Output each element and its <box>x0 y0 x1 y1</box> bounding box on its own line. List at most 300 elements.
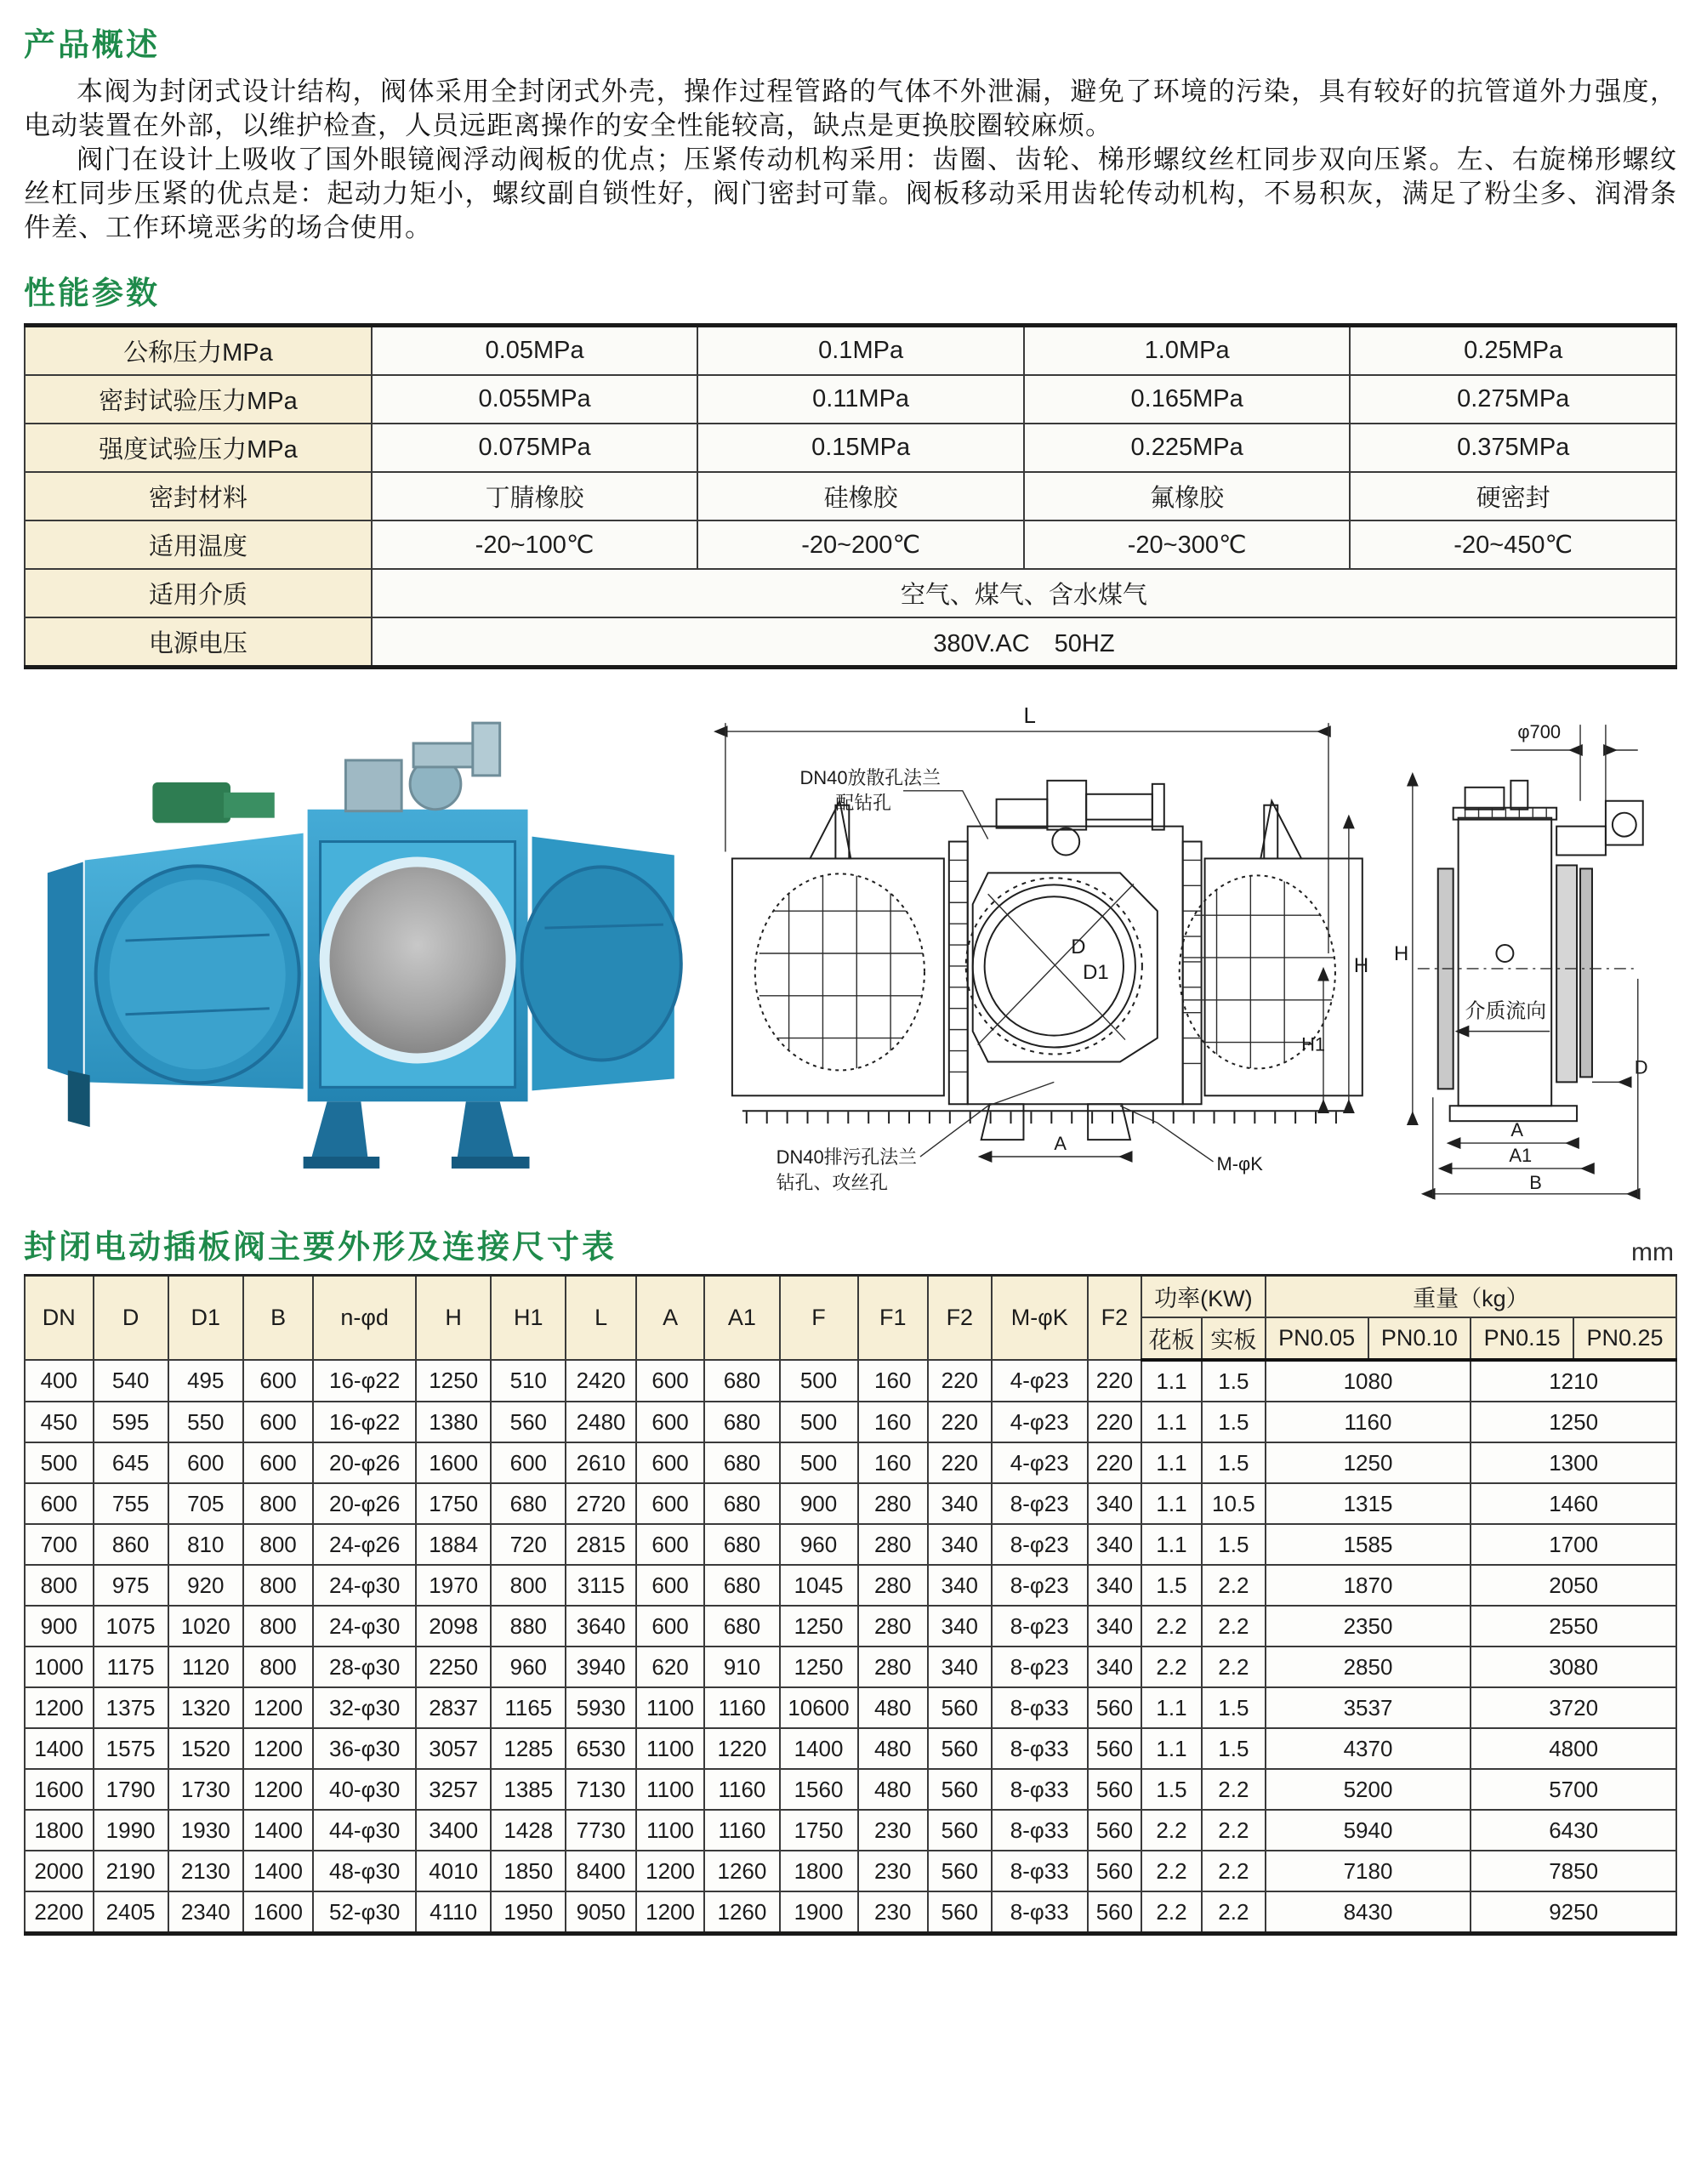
dim-cell: 8-φ33 <box>992 1728 1088 1769</box>
dim-cell: 1.1 <box>1141 1687 1202 1728</box>
col-header-d: D <box>94 1276 168 1361</box>
dim-cell: 1100 <box>636 1769 705 1810</box>
perf-value: 0.15MPa <box>697 424 1024 472</box>
dim-cell: 340 <box>928 1606 992 1647</box>
dim-cell: 160 <box>858 1442 928 1483</box>
perf-value: 0.075MPa <box>372 424 698 472</box>
dim-cell: 500 <box>780 1360 858 1402</box>
dim-cell: 1020 <box>168 1606 243 1647</box>
dim-cell: 755 <box>94 1483 168 1524</box>
dim-cell: 340 <box>928 1565 992 1606</box>
dim-cell: 32-φ30 <box>313 1687 416 1728</box>
dim-cell: 280 <box>858 1565 928 1606</box>
dim-cell: 620 <box>636 1647 705 1687</box>
dimension-section-header <box>24 1220 1677 1267</box>
dim-cell: 1.1 <box>1141 1442 1202 1483</box>
dim-cell: 3640 <box>566 1606 635 1647</box>
dim-cell: 600 <box>636 1402 705 1442</box>
dim-cell: 16-φ22 <box>313 1360 416 1402</box>
table-row <box>25 1402 1676 1442</box>
table-row <box>25 1810 1676 1851</box>
dim-cell: 560 <box>1088 1891 1141 1934</box>
dim-cell: 2.2 <box>1202 1606 1266 1647</box>
dim-cell: 3257 <box>416 1769 491 1810</box>
dim-cell: 1600 <box>416 1442 491 1483</box>
table-row <box>25 1851 1676 1891</box>
dim-cell: 2200 <box>25 1891 94 1934</box>
dim-cell: 8-φ23 <box>992 1565 1088 1606</box>
dim-cell: 480 <box>858 1687 928 1728</box>
dim-cell: 600 <box>636 1442 705 1483</box>
dim-cell: 680 <box>704 1483 779 1524</box>
weight-cell: 3537 <box>1266 1687 1471 1728</box>
dim-cell: 230 <box>858 1891 928 1934</box>
table-row <box>25 1483 1676 1524</box>
col-header-a: A <box>636 1276 705 1361</box>
perf-label: 公称压力MPa <box>25 326 372 376</box>
dimension-table-title: 封闭电动插板阀主要外形及连接尺寸表 <box>24 1230 617 1265</box>
weight-cell: 3080 <box>1471 1647 1676 1687</box>
dim-cell: 560 <box>1088 1810 1141 1851</box>
perf-label: 适用介质 <box>25 569 372 617</box>
performance-section <box>24 267 1677 669</box>
weight-cell: 1585 <box>1266 1524 1471 1565</box>
perf-label: 密封试验压力MPa <box>25 375 372 424</box>
dim-cell: 8-φ23 <box>992 1524 1088 1565</box>
perf-value: 0.375MPa <box>1350 424 1676 472</box>
dim-cell: 2130 <box>168 1851 243 1891</box>
col-header-pn010: PN0.10 <box>1368 1317 1471 1360</box>
col-header-f1: F1 <box>858 1276 928 1361</box>
dim-cell: 1.1 <box>1141 1728 1202 1769</box>
dim-cell: 1.1 <box>1141 1360 1202 1402</box>
table-row <box>25 1565 1676 1606</box>
dim-cell: 4-φ23 <box>992 1442 1088 1483</box>
dim-cell: 560 <box>491 1402 566 1442</box>
svg-text:M-φK: M-φK <box>1216 1152 1263 1174</box>
dim-cell: 900 <box>780 1483 858 1524</box>
dim-cell: 2.2 <box>1141 1606 1202 1647</box>
dim-cell: 3400 <box>416 1810 491 1851</box>
dim-cell: 1000 <box>25 1647 94 1687</box>
dim-cell: 600 <box>636 1606 705 1647</box>
dim-cell: 800 <box>491 1565 566 1606</box>
dim-cell: 1884 <box>416 1524 491 1565</box>
dim-cell: 600 <box>168 1442 243 1483</box>
dim-cell: 1200 <box>243 1728 313 1769</box>
dimension-table <box>24 1274 1677 1936</box>
dim-cell: 1200 <box>243 1769 313 1810</box>
col-header-f2: F2 <box>928 1276 992 1361</box>
dim-cell: 1.5 <box>1202 1402 1266 1442</box>
dim-cell: 8-φ33 <box>992 1891 1088 1934</box>
dim-cell: 280 <box>858 1606 928 1647</box>
dim-cell: 1.1 <box>1141 1483 1202 1524</box>
dim-cell: 800 <box>243 1647 313 1687</box>
dim-cell: 340 <box>1088 1483 1141 1524</box>
weight-cell: 1460 <box>1471 1483 1676 1524</box>
dim-cell: 2610 <box>566 1442 635 1483</box>
dim-cell: 28-φ30 <box>313 1647 416 1687</box>
dim-cell: 1375 <box>94 1687 168 1728</box>
dim-cell: 600 <box>636 1565 705 1606</box>
table-row <box>25 1891 1676 1934</box>
front-view-drawing <box>708 698 1378 1209</box>
svg-text:DN40排污孔法兰: DN40排污孔法兰 <box>776 1146 917 1168</box>
dim-cell: 480 <box>858 1769 928 1810</box>
dim-cell: 1320 <box>168 1687 243 1728</box>
dim-cell: 1400 <box>243 1851 313 1891</box>
dim-cell: 705 <box>168 1483 243 1524</box>
dim-cell: 8-φ33 <box>992 1687 1088 1728</box>
dim-cell: 2.2 <box>1202 1565 1266 1606</box>
col-header-nphid: n-φd <box>313 1276 416 1361</box>
dim-cell: 9050 <box>566 1891 635 1934</box>
col-header-power: 功率(KW) <box>1141 1276 1266 1318</box>
dim-cell: 1750 <box>780 1810 858 1851</box>
perf-value: -20~100℃ <box>372 520 698 569</box>
svg-text:A: A <box>1510 1119 1524 1141</box>
dim-cell: 860 <box>94 1524 168 1565</box>
table-row <box>25 569 1676 617</box>
col-header-h1: H1 <box>491 1276 566 1361</box>
dimension-table-head <box>25 1276 1676 1361</box>
col-header-dn: DN <box>25 1276 94 1361</box>
dim-cell: 1385 <box>491 1769 566 1810</box>
weight-cell: 1250 <box>1266 1442 1471 1483</box>
dim-cell: 800 <box>243 1483 313 1524</box>
col-header-power-solid: 实板 <box>1202 1317 1266 1360</box>
dim-cell: 340 <box>1088 1606 1141 1647</box>
svg-text:DN40放散孔法兰: DN40放散孔法兰 <box>799 766 941 788</box>
col-header-h: H <box>416 1276 491 1361</box>
overview-paragraph-1: 本阀为封闭式设计结构，阀体采用全封闭式外壳，操作过程管路的气体不外泄漏，避免了环境的污染，具有较好的抗管道外力强度，电动装置在外部，以维护检查，人员远距离操作的安全性能较高，缺点是更换胶圈较麻烦。 <box>24 77 1677 140</box>
dim-cell: 220 <box>928 1360 992 1402</box>
dim-cell: 20-φ26 <box>313 1442 416 1483</box>
dim-cell: 500 <box>780 1442 858 1483</box>
svg-text:配钻孔: 配钻孔 <box>835 792 891 814</box>
weight-cell: 9250 <box>1471 1891 1676 1934</box>
weight-cell: 8430 <box>1266 1891 1471 1934</box>
dim-cell: 1930 <box>168 1810 243 1851</box>
table-row <box>25 1687 1676 1728</box>
dim-cell: 7730 <box>566 1810 635 1851</box>
dim-cell: 24-φ26 <box>313 1524 416 1565</box>
dim-cell: 2405 <box>94 1891 168 1934</box>
table-row <box>25 1606 1676 1647</box>
dim-cell: 910 <box>704 1647 779 1687</box>
dim-cell: 560 <box>928 1891 992 1934</box>
dim-cell: 1560 <box>780 1769 858 1810</box>
svg-text:D1: D1 <box>1082 960 1109 984</box>
dim-cell: 1730 <box>168 1769 243 1810</box>
dim-cell: 1.5 <box>1141 1565 1202 1606</box>
dim-cell: 8-φ23 <box>992 1483 1088 1524</box>
perf-label: 强度试验压力MPa <box>25 424 372 472</box>
perf-value: -20~300℃ <box>1024 520 1351 569</box>
dim-cell: 2.2 <box>1141 1647 1202 1687</box>
dim-cell: 1400 <box>243 1810 313 1851</box>
dim-cell: 160 <box>858 1360 928 1402</box>
dim-cell: 1750 <box>416 1483 491 1524</box>
dim-cell: 2.2 <box>1202 1769 1266 1810</box>
dim-cell: 1200 <box>636 1851 705 1891</box>
dim-cell: 1.5 <box>1202 1687 1266 1728</box>
svg-text:φ700: φ700 <box>1517 721 1562 743</box>
dim-cell: 1120 <box>168 1647 243 1687</box>
dim-cell: 3115 <box>566 1565 635 1606</box>
col-header-f2b: F2 <box>1088 1276 1141 1361</box>
dim-table-body <box>25 1360 1676 1934</box>
dim-cell: 4010 <box>416 1851 491 1891</box>
dim-cell: 2.2 <box>1141 1891 1202 1934</box>
perf-value: 空气、煤气、含水煤气 <box>372 569 1676 617</box>
dim-cell: 16-φ22 <box>313 1402 416 1442</box>
overview-section <box>24 19 1677 245</box>
dim-cell: 800 <box>243 1606 313 1647</box>
dim-cell: 1575 <box>94 1728 168 1769</box>
svg-text:H: H <box>1394 941 1409 965</box>
col-header-pn015: PN0.15 <box>1471 1317 1573 1360</box>
dim-cell: 8-φ33 <box>992 1810 1088 1851</box>
dim-cell: 2837 <box>416 1687 491 1728</box>
dim-cell: 280 <box>858 1647 928 1687</box>
col-header-power-perforated: 花板 <box>1141 1317 1202 1360</box>
dim-cell: 1200 <box>636 1891 705 1934</box>
dim-cell: 720 <box>491 1524 566 1565</box>
dim-cell: 2815 <box>566 1524 635 1565</box>
table-row <box>25 520 1676 569</box>
weight-cell: 7850 <box>1471 1851 1676 1891</box>
dim-cell: 560 <box>928 1851 992 1891</box>
dim-cell: 2480 <box>566 1402 635 1442</box>
dim-cell: 1.5 <box>1202 1524 1266 1565</box>
weight-cell: 5200 <box>1266 1769 1471 1810</box>
dim-cell: 700 <box>25 1524 94 1565</box>
dim-cell: 1250 <box>780 1647 858 1687</box>
dim-cell: 645 <box>94 1442 168 1483</box>
weight-cell: 7180 <box>1266 1851 1471 1891</box>
perf-value: 0.11MPa <box>697 375 1024 424</box>
perf-label: 适用温度 <box>25 520 372 569</box>
dim-cell: 8-φ33 <box>992 1851 1088 1891</box>
dim-cell: 2.2 <box>1141 1810 1202 1851</box>
dim-cell: 340 <box>1088 1524 1141 1565</box>
col-header-mphik: M-φK <box>992 1276 1088 1361</box>
table-row <box>25 1769 1676 1810</box>
dim-cell: 1250 <box>416 1360 491 1402</box>
dim-cell: 10.5 <box>1202 1483 1266 1524</box>
dim-cell: 340 <box>928 1483 992 1524</box>
perf-value: 丁腈橡胶 <box>372 472 698 520</box>
dim-cell: 160 <box>858 1402 928 1442</box>
dim-cell: 1250 <box>780 1606 858 1647</box>
dim-cell: 1160 <box>704 1687 779 1728</box>
col-header-pn025: PN0.25 <box>1573 1317 1676 1360</box>
table-header-row <box>25 1276 1676 1318</box>
dim-cell: 1160 <box>704 1810 779 1851</box>
perf-value: 1.0MPa <box>1024 326 1351 376</box>
dim-cell: 680 <box>704 1360 779 1402</box>
dim-cell: 1100 <box>636 1687 705 1728</box>
dim-cell: 1100 <box>636 1810 705 1851</box>
dim-cell: 40-φ30 <box>313 1769 416 1810</box>
dim-cell: 1045 <box>780 1565 858 1606</box>
dim-cell: 975 <box>94 1565 168 1606</box>
dim-cell: 1175 <box>94 1647 168 1687</box>
overview-title: 产品概述 <box>24 27 160 62</box>
dim-cell: 560 <box>1088 1687 1141 1728</box>
dim-cell: 2.2 <box>1202 1851 1266 1891</box>
table-row <box>25 375 1676 424</box>
dim-cell: 1600 <box>25 1769 94 1810</box>
dim-cell: 7130 <box>566 1769 635 1810</box>
dim-cell: 495 <box>168 1360 243 1402</box>
dim-cell: 1400 <box>25 1728 94 1769</box>
dim-cell: 1428 <box>491 1810 566 1851</box>
perf-value: 0.275MPa <box>1350 375 1676 424</box>
dim-cell: 10600 <box>780 1687 858 1728</box>
col-header-l: L <box>566 1276 635 1361</box>
dim-cell: 2098 <box>416 1606 491 1647</box>
dim-cell: 8-φ23 <box>992 1647 1088 1687</box>
col-header-weight: 重量（kg） <box>1266 1276 1676 1318</box>
dim-cell: 3940 <box>566 1647 635 1687</box>
dim-cell: 1220 <box>704 1728 779 1769</box>
weight-cell: 1160 <box>1266 1402 1471 1442</box>
dim-cell: 450 <box>25 1402 94 1442</box>
dim-cell: 1260 <box>704 1891 779 1934</box>
dim-cell: 1100 <box>636 1728 705 1769</box>
dim-cell: 1200 <box>25 1687 94 1728</box>
perf-value: -20~450℃ <box>1350 520 1676 569</box>
weight-cell: 2550 <box>1471 1606 1676 1647</box>
dim-cell: 2250 <box>416 1647 491 1687</box>
dim-cell: 1790 <box>94 1769 168 1810</box>
dim-cell: 800 <box>243 1524 313 1565</box>
dim-cell: 510 <box>491 1360 566 1402</box>
dim-cell: 8-φ33 <box>992 1769 1088 1810</box>
svg-text:L: L <box>1023 704 1036 729</box>
weight-cell: 6430 <box>1471 1810 1676 1851</box>
dim-cell: 6530 <box>566 1728 635 1769</box>
dim-cell: 1285 <box>491 1728 566 1769</box>
dim-cell: 44-φ30 <box>313 1810 416 1851</box>
dim-cell: 560 <box>928 1769 992 1810</box>
dim-cell: 2720 <box>566 1483 635 1524</box>
dim-cell: 1.5 <box>1202 1442 1266 1483</box>
table-row <box>25 1647 1676 1687</box>
dim-cell: 220 <box>928 1442 992 1483</box>
perf-label: 电源电压 <box>25 617 372 668</box>
col-header-f: F <box>780 1276 858 1361</box>
dim-cell: 220 <box>928 1402 992 1442</box>
svg-text:介质流向: 介质流向 <box>1465 999 1547 1023</box>
dim-cell: 560 <box>928 1687 992 1728</box>
dim-cell: 1950 <box>491 1891 566 1934</box>
dim-cell: 600 <box>243 1442 313 1483</box>
dim-cell: 595 <box>94 1402 168 1442</box>
dim-cell: 24-φ30 <box>313 1565 416 1606</box>
dim-cell: 3057 <box>416 1728 491 1769</box>
dim-cell: 810 <box>168 1524 243 1565</box>
dim-cell: 2.2 <box>1141 1851 1202 1891</box>
svg-text:D: D <box>1070 936 1086 958</box>
weight-cell: 1300 <box>1471 1442 1676 1483</box>
dim-cell: 8400 <box>566 1851 635 1891</box>
dim-cell: 52-φ30 <box>313 1891 416 1934</box>
table-row <box>25 326 1676 376</box>
dim-cell: 800 <box>243 1565 313 1606</box>
dim-cell: 1380 <box>416 1402 491 1442</box>
table-row <box>25 424 1676 472</box>
col-header-pn005: PN0.05 <box>1266 1317 1368 1360</box>
svg-text:H1: H1 <box>1300 1033 1325 1055</box>
dim-cell: 2340 <box>168 1891 243 1934</box>
perf-value: 0.1MPa <box>697 326 1024 376</box>
weight-cell: 2350 <box>1266 1606 1471 1647</box>
dim-cell: 600 <box>243 1402 313 1442</box>
dim-cell: 24-φ30 <box>313 1606 416 1647</box>
dim-cell: 4-φ23 <box>992 1360 1088 1402</box>
svg-text:B: B <box>1529 1171 1543 1193</box>
weight-cell: 4370 <box>1266 1728 1471 1769</box>
dim-cell: 1075 <box>94 1606 168 1647</box>
table-row <box>25 1360 1676 1402</box>
dim-cell: 1260 <box>704 1851 779 1891</box>
dim-cell: 960 <box>780 1524 858 1565</box>
dim-cell: 880 <box>491 1606 566 1647</box>
perf-value: -20~200℃ <box>697 520 1024 569</box>
perf-value: 380V.AC 50HZ <box>372 617 1676 668</box>
dim-cell: 600 <box>636 1360 705 1402</box>
weight-cell: 5940 <box>1266 1810 1471 1851</box>
dim-cell: 960 <box>491 1647 566 1687</box>
dim-cell: 680 <box>491 1483 566 1524</box>
dim-cell: 560 <box>928 1728 992 1769</box>
perf-value: 0.055MPa <box>372 375 698 424</box>
dim-cell: 1400 <box>780 1728 858 1769</box>
dim-cell: 4-φ23 <box>992 1402 1088 1442</box>
weight-cell: 1870 <box>1266 1565 1471 1606</box>
perf-value: 0.225MPa <box>1024 424 1351 472</box>
perf-value: 硅橡胶 <box>697 472 1024 520</box>
dim-cell: 1900 <box>780 1891 858 1934</box>
dim-cell: 2420 <box>566 1360 635 1402</box>
dim-cell: 1.1 <box>1141 1524 1202 1565</box>
dim-cell: 1165 <box>491 1687 566 1728</box>
dim-cell: 560 <box>1088 1769 1141 1810</box>
dim-cell: 600 <box>636 1524 705 1565</box>
dim-cell: 680 <box>704 1565 779 1606</box>
col-header-b: B <box>243 1276 313 1361</box>
dim-cell: 280 <box>858 1483 928 1524</box>
dim-cell: 20-φ26 <box>313 1483 416 1524</box>
dim-cell: 230 <box>858 1851 928 1891</box>
dim-cell: 1800 <box>25 1810 94 1851</box>
dim-cell: 920 <box>168 1565 243 1606</box>
valve-photo <box>24 698 702 1209</box>
dim-cell: 1160 <box>704 1769 779 1810</box>
table-row <box>25 1442 1676 1483</box>
dim-cell: 540 <box>94 1360 168 1402</box>
dim-cell: 340 <box>928 1647 992 1687</box>
dim-cell: 1.5 <box>1141 1769 1202 1810</box>
dim-cell: 680 <box>704 1442 779 1483</box>
weight-cell: 1080 <box>1266 1360 1471 1402</box>
weight-cell: 2850 <box>1266 1647 1471 1687</box>
dim-cell: 680 <box>704 1524 779 1565</box>
